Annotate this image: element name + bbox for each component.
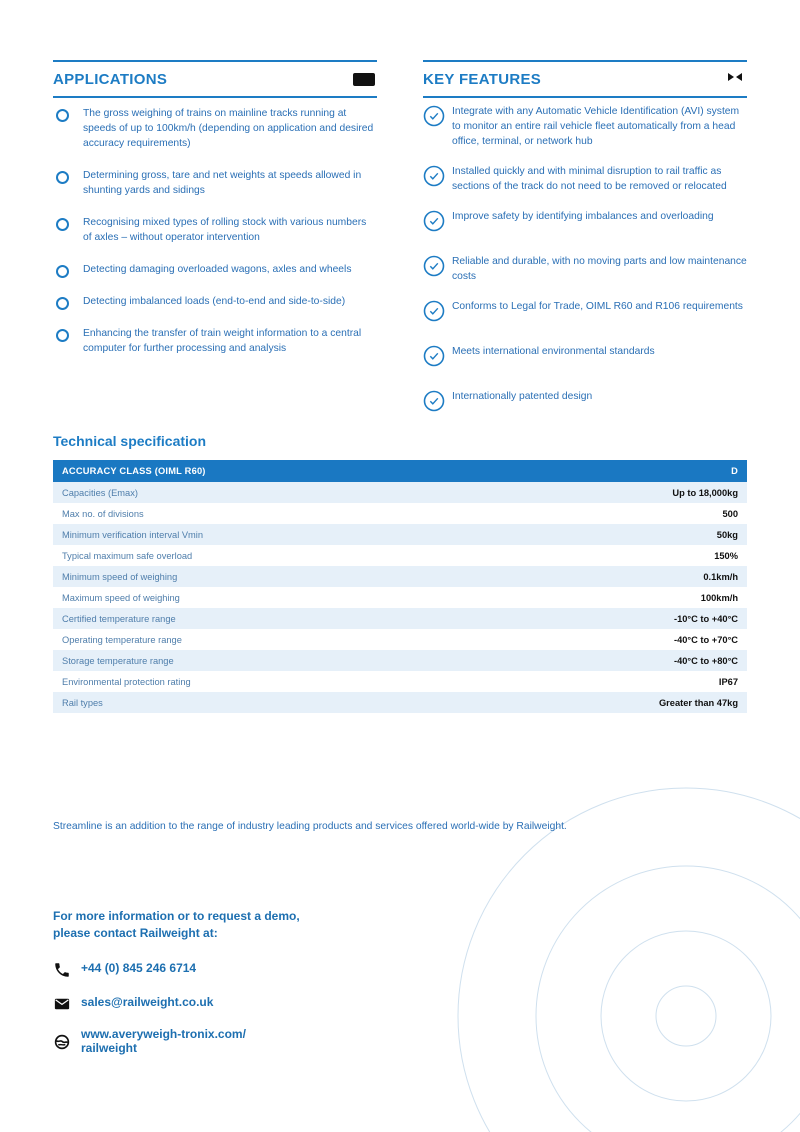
list-item-text: The gross weighing of trains on mainline tracks running at speeds of up to 100km/h (depending on application and desired accuracy requirements) xyxy=(83,108,374,149)
contact-intro-line2: please contact Railweight at: xyxy=(53,926,218,940)
table-row xyxy=(53,629,747,650)
table-row xyxy=(53,587,747,608)
circle-bullet-icon xyxy=(56,329,69,342)
circle-bullet-icon xyxy=(56,109,69,122)
contact-phone[interactable] xyxy=(53,961,196,979)
contact-intro-line1: For more information or to request a demo, xyxy=(53,909,300,923)
flag-icon xyxy=(353,73,375,86)
list-item xyxy=(423,104,747,149)
circle-bullet-icon xyxy=(56,171,69,184)
list-item-text: Recognising mixed types of rolling stock with various numbers of axles – without operator intervention xyxy=(83,217,367,243)
table-row xyxy=(53,545,747,566)
contact-intro xyxy=(53,908,353,942)
row-value: 50kg xyxy=(487,524,747,545)
row-value: 500 xyxy=(722,508,738,519)
bowtie-icon xyxy=(727,72,743,82)
table-row xyxy=(53,566,747,587)
row-label: Environmental protection rating xyxy=(62,676,191,687)
list-item xyxy=(423,164,747,194)
row-value: 0.1km/h xyxy=(487,566,747,587)
applications-section xyxy=(53,60,377,373)
table-row xyxy=(53,671,747,692)
list-item xyxy=(53,168,377,198)
applications-list xyxy=(53,106,377,356)
row-value: IP67 xyxy=(718,676,738,687)
circle-bullet-icon xyxy=(56,265,69,278)
row-value: -40°C to +70°C xyxy=(673,634,738,645)
list-item xyxy=(423,254,747,284)
contact-web[interactable] xyxy=(53,1027,246,1055)
table-row xyxy=(53,503,747,524)
envelope-icon xyxy=(53,995,71,1013)
key-features-header xyxy=(423,60,747,98)
list-item xyxy=(423,209,747,239)
row-label: Capacities (Emax) xyxy=(53,482,487,503)
list-item-text: Determining gross, tare and net weights at speeds allowed in shunting yards and sidings xyxy=(83,170,362,196)
list-item xyxy=(423,344,747,374)
applications-title: APPLICATIONS xyxy=(53,71,168,88)
row-label: Maximum speed of weighing xyxy=(62,592,180,603)
tech-spec-title: Technical specification xyxy=(53,433,207,449)
website-line1: www.averyweigh-tronix.com/ xyxy=(81,1027,246,1041)
check-circle-icon xyxy=(423,300,445,322)
row-label: Minimum speed of weighing xyxy=(53,566,487,587)
circle-bullet-icon xyxy=(56,218,69,231)
list-item-text: Reliable and durable, with no moving parts and low maintenance costs xyxy=(452,256,747,282)
row-label: Storage temperature range xyxy=(53,650,487,671)
key-features-title: KEY FEATURES xyxy=(423,71,542,88)
list-item-text: Conforms to Legal for Trade, OIML R60 and R106 requirements xyxy=(452,301,743,312)
row-label: Certified temperature range xyxy=(53,608,487,629)
row-label: Minimum verification interval Vmin xyxy=(53,524,487,545)
check-circle-icon xyxy=(423,165,445,187)
website-link[interactable] xyxy=(81,1027,246,1055)
contact-email[interactable] xyxy=(53,995,213,1013)
row-value: 100km/h xyxy=(700,592,738,603)
row-label: Operating temperature range xyxy=(62,634,182,645)
check-circle-icon xyxy=(423,105,445,127)
list-item-text: Detecting damaging overloaded wagons, axles and wheels xyxy=(83,264,352,275)
row-value: -40°C to +80°C xyxy=(487,650,747,671)
closing-note: Streamline is an addition to the range of industry leading products and services offered world-wide by Railweight. xyxy=(53,821,567,832)
table-row xyxy=(53,692,747,713)
globe-icon xyxy=(53,1033,71,1051)
table-header-row xyxy=(53,460,747,482)
circle-bullet-icon xyxy=(56,297,69,310)
list-item-text: Improve safety by identifying imbalances and overloading xyxy=(452,211,714,222)
list-item xyxy=(423,299,747,329)
row-value: Up to 18,000kg xyxy=(487,482,747,503)
key-features-list xyxy=(423,104,747,419)
phone-number[interactable]: +44 (0) 845 246 6714 xyxy=(81,961,197,975)
list-item-text: Enhancing the transfer of train weight information to a central computer for further processing and analysis xyxy=(83,328,362,354)
check-circle-icon xyxy=(423,345,445,367)
check-circle-icon xyxy=(423,255,445,277)
table-row xyxy=(53,608,747,629)
table-row xyxy=(53,482,747,503)
phone-icon xyxy=(53,961,71,979)
list-item xyxy=(53,262,377,277)
list-item-text: Installed quickly and with minimal disruption to rail traffic as sections of the track do not need to be removed or relocated xyxy=(452,166,727,192)
tech-spec-table xyxy=(53,460,747,713)
row-label: Typical maximum safe overload xyxy=(62,550,193,561)
row-label: Rail types xyxy=(53,692,487,713)
applications-header xyxy=(53,60,377,98)
key-features-section xyxy=(423,60,747,434)
list-item-text: Integrate with any Automatic Vehicle Identification (AVI) system to monitor an entire rail vehicle fleet automatically from a head office, terminal, or network hub xyxy=(452,106,740,147)
row-value: 150% xyxy=(714,550,738,561)
list-item xyxy=(53,294,377,309)
header-value: D xyxy=(487,460,747,482)
row-value: Greater than 47kg xyxy=(487,692,747,713)
list-item xyxy=(423,389,747,419)
list-item-text: Meets international environmental standards xyxy=(452,346,655,357)
list-item xyxy=(53,215,377,245)
list-item-text: Internationally patented design xyxy=(452,391,593,402)
table-row xyxy=(53,524,747,545)
row-label: Max no. of divisions xyxy=(62,508,144,519)
check-circle-icon xyxy=(423,390,445,412)
header-label: ACCURACY CLASS (OIML R60) xyxy=(53,460,487,482)
table-row xyxy=(53,650,747,671)
check-circle-icon xyxy=(423,210,445,232)
list-item-text: Detecting imbalanced loads (end-to-end and side-to-side) xyxy=(83,296,346,307)
row-value: -10°C to +40°C xyxy=(487,608,747,629)
website-line2: railweight xyxy=(81,1041,138,1055)
list-item xyxy=(53,326,377,356)
email-link[interactable]: sales@railweight.co.uk xyxy=(81,995,214,1009)
list-item xyxy=(53,106,377,151)
